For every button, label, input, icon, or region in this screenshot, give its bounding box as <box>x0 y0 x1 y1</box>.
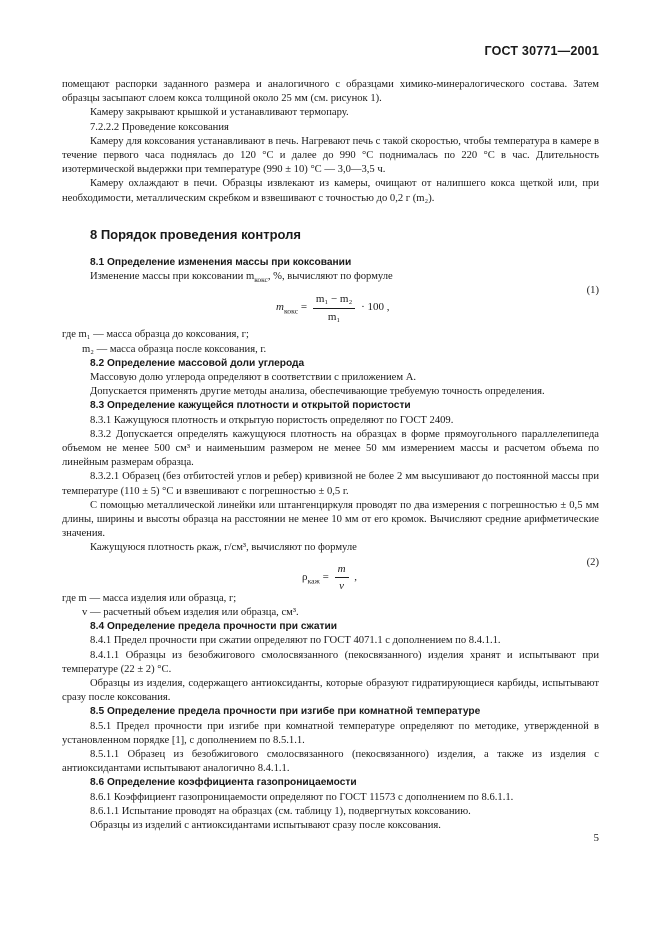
formula-1: $m_{кокс}$ = $\frac{\text{m₁ − m₂}}{\text{m₁}}$ · 100 , (1) <box>276 285 599 323</box>
page-number: 5 <box>593 832 599 844</box>
equation-number: (1) <box>586 285 599 297</box>
where-line: где m — масса изделия или образца, г; <box>62 592 237 604</box>
document-header: ГОСТ 30771—2001 <box>484 44 599 58</box>
where-line: v — расчетный объем изделия или образца, см³. <box>82 606 299 618</box>
section-title: 8 Порядок проведения контроля <box>90 226 301 242</box>
paragraph: 8.5.1 Предел прочности при изгибе при комнатной температуре определяют по методике, утвержденной в установленном порядке [1], с дополнением по 8.5.1.1. <box>62 720 599 746</box>
paragraph: 8.3.2.1 Образец (без отбитостей углов и ребер) кривизной не более 2 мм высушивают до постоянной массы при температуре (110 ± 5) °С и взвешивают с погрешностью ± 0,5 г. <box>62 471 599 497</box>
where-line: где m₁ — масса образца до коксования, г; <box>62 329 249 341</box>
paragraph: Изменение массы при коксовании $m_{кокс}$, %, вычисляют по формуле <box>90 271 393 285</box>
paragraph-heading-7-2-2-2: 7.2.2.2 Проведение коксования <box>90 121 229 133</box>
paragraph: 8.3.2 Допускается определять кажущуюся плотность на образцах в форме прямоугольного параллелепипеда объемом не менее 500 см³ и наименьшим размером не менее 50 мм измерением массы и расчетом объема по линейным размерам образца. <box>62 428 599 469</box>
formula-2: $\rho_{каж}$ = $\frac{m}{v}$ , (2) <box>302 556 599 592</box>
paragraph: 8.3.1 Кажущуюся плотность и открытую пористость определяют по ГОСТ 2409. <box>90 414 454 426</box>
subsection-title: 8.6 Определение коэффициента газопроницаемости <box>90 777 357 789</box>
paragraph: 8.5.1.1 Образец из безобжигового смолосвязанного (пекосвязанного) изделия, а также из изделия с антиоксидантами испытывают аналогично 8.4.1.1. <box>62 748 599 775</box>
equation-number: (2) <box>586 556 599 568</box>
paragraph: С помощью металлической линейки или штангенциркуля проводят по два измерения с погрешностью ± 0,5 мм длины, ширины и высоты образца на расстоянии не менее 10 мм от его кромок. Вычисляют средние арифметические значения. <box>62 499 599 540</box>
paragraph: Образцы из изделий с антиоксидантами испытывают сразу после коксования. <box>90 819 441 831</box>
paragraph: 8.6.1.1 Испытание проводят на образцах (см. таблицу 1), подвергнутых коксованию. <box>90 805 471 817</box>
paragraph: Камеру охлаждают в печи. Образцы извлекают из камеры, очищают от налипшего кокса щеткой или, при необходимости, металлическим скребком и взвешивают с точностью до 0,2 г (m₂). <box>62 178 599 204</box>
paragraph: Камеру закрывают крышкой и устанавливают термопару. <box>90 107 349 119</box>
subsection-title: 8.5 Определение предела прочности при изгибе при комнатной температуре <box>90 706 481 718</box>
subsection-title: 8.1 Определение изменения массы при коксовании <box>90 257 352 269</box>
fraction: $\frac{m}{v}$ <box>335 562 349 593</box>
document-body <box>62 78 599 833</box>
paragraph: 8.4.1 Предел прочности при сжатии определяют по ГОСТ 4071.1 с дополнением по 8.4.1.1. <box>90 635 501 647</box>
paragraph: Массовую долю углерода определяют в соответствии с приложением А. <box>90 372 417 384</box>
paragraph: Допускается применять другие методы анализа, обеспечивающие требуемую точность определения. <box>90 386 545 398</box>
paragraph: Камеру для коксования устанавливают в печь. Нагревают печь с такой скоростью, чтобы температура в камере в течение первого часа поднялась до 120 °С и далее до 990 °С поднималась по 220 °С в час. Длительность изотермической выдержки при температуре (990 ± 10) °С — 3,0—3,5 ч. <box>62 135 599 176</box>
paragraph: 8.4.1.1 Образцы из безобжигового смолосвязанного (пекосвязанного) изделия хранят и испытывают при температуре (22 ± 2) °С. <box>62 649 599 675</box>
where-line: m₂ — масса образца после коксования, г. <box>82 343 267 355</box>
paragraph-continuation: помещают распорки заданного размера и аналогичного с образцами химико-минералогического состава. Затем образцы засыпают слоем кокса толщиной около 25 мм (см. рисунок 1). <box>62 79 599 105</box>
subsection-title: 8.3 Определение кажущейся плотности и открытой пористости <box>90 400 411 412</box>
paragraph: Кажущуюся плотность ρкаж, г/см³, вычисляют по формуле <box>90 542 357 554</box>
subsection-title: 8.4 Определение предела прочности при сжатии <box>90 621 338 633</box>
paragraph: Образцы из изделия, содержащего антиоксиданты, которые образуют гидратирующиеся карбиды, испытывают сразу после коксования. <box>62 677 599 704</box>
fraction: $\frac{\text{m₁ − m₂}}{\text{m₁}}$ <box>313 292 356 323</box>
subsection-title: 8.2 Определение массовой доли углерода <box>90 357 305 369</box>
paragraph: 8.6.1 Коэффициент газопроницаемости определяют по ГОСТ 11573 с дополнением по 8.6.1.1. <box>90 791 514 803</box>
